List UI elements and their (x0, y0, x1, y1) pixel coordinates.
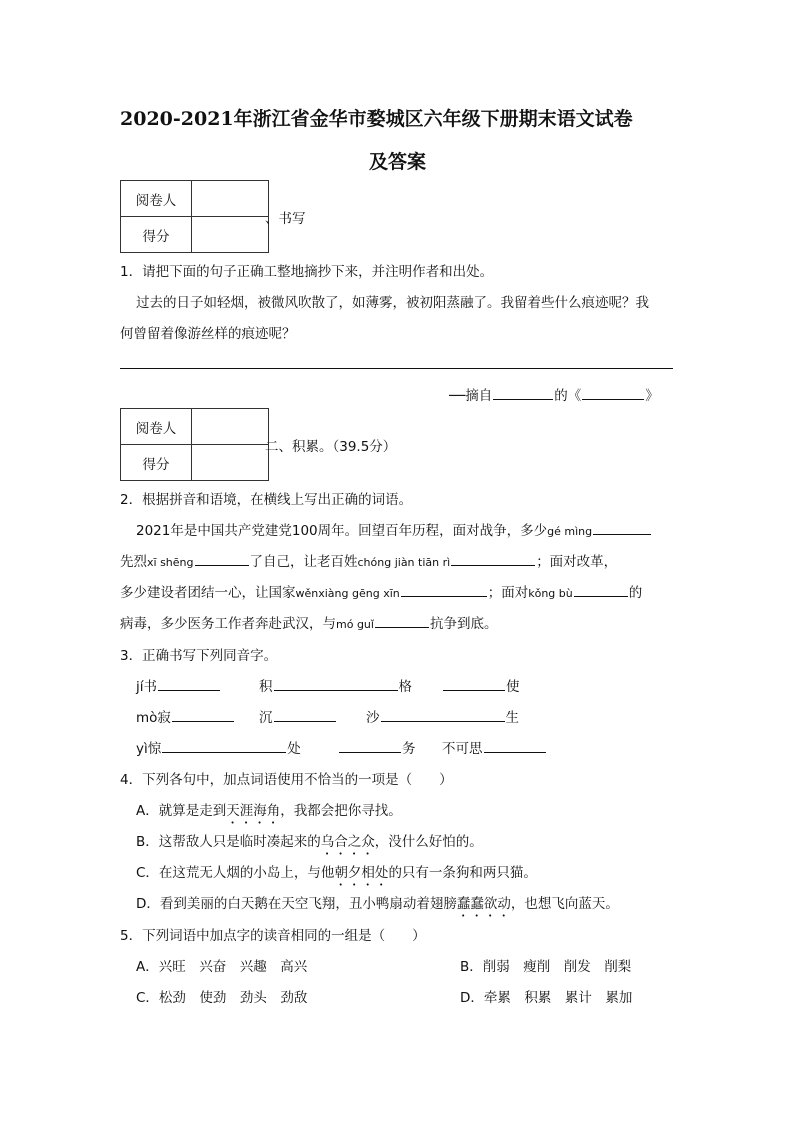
q5-option-b[interactable]: B．削弱 瘦削 削发 削梨 (460, 959, 632, 975)
q1-source-suffix: 》 (645, 388, 659, 404)
q2-prompt: 2．根据拼音和语境，在横线上写出正确的词语。 (120, 492, 413, 508)
q3-prompt: 3．正确书写下列同音字。 (120, 648, 278, 664)
q3-blank[interactable] (484, 738, 546, 753)
q2-text: 2021年是中国共产党建党100周年。回望百年历程，面对战争，多少 (136, 523, 548, 539)
score-label: 得分 (121, 445, 192, 481)
q4-prompt: 4．下列各句中，加点词语使用不恰当的一项是（ ） (120, 772, 453, 788)
q3-r1-a (136, 675, 221, 695)
q3-r3-a (136, 737, 301, 757)
q2-pinyin-mogui: mó guǐ (336, 618, 374, 631)
q3-blank[interactable] (162, 738, 286, 753)
q2-text: 多少建设者团结一心，让国家 (120, 585, 296, 601)
q2-blank-geming[interactable] (593, 520, 651, 535)
q2-text: 了自己，让老百姓 (249, 554, 358, 570)
q1-source-line (449, 384, 659, 404)
q5-option-a[interactable]: A．兴旺 兴奋 兴趣 高兴 (136, 959, 308, 975)
score-label: 得分 (121, 217, 192, 253)
q3-text: 格 (398, 679, 412, 695)
q3-text: 沉 (259, 710, 273, 726)
q1-source-prefix: ──摘自 (449, 388, 493, 404)
q1-passage-line-1: 过去的日子如轻烟，被微风吹散了，如薄雾，被初阳蒸融了。我留着些什么痕迹呢？我 (136, 295, 649, 311)
page-title-line-1: 2020-2021年浙江省金华市婺城区六年级下册期末语文试卷 (120, 108, 633, 130)
q1-prompt: 1．请把下面的句子正确工整地摘抄下来，并注明作者和出处。 (120, 264, 494, 280)
q4-option-c[interactable] (136, 861, 537, 889)
q4-text: 的只有一条狗和两只猫。 (388, 865, 537, 881)
q4-option-d[interactable] (136, 892, 619, 920)
q2-line-1 (136, 519, 652, 539)
q2-pinyin-kongbu: kǒng bù (528, 587, 573, 600)
q3-blank[interactable] (274, 676, 398, 691)
q3-r3-c (338, 737, 416, 757)
q4-dotted-word: 乌合之众 (320, 834, 375, 850)
q2-line-3 (120, 581, 642, 601)
q3-r2-a (136, 706, 235, 726)
q3-text: 沙 (366, 710, 380, 726)
section-1-heading: 、书写 (265, 211, 306, 227)
score-cell[interactable] (192, 445, 269, 481)
q2-line-2 (120, 550, 617, 570)
reviewer-label: 阅卷人 (121, 181, 192, 217)
q2-pinyin-geming: gé mìng (547, 525, 593, 538)
q2-text: ；面对改革， (536, 554, 618, 570)
q2-text: ；面对 (487, 585, 529, 601)
q3-text: 处 (287, 741, 301, 757)
q2-blank-kongbu[interactable] (574, 582, 628, 597)
q3-text: jí书 (136, 679, 158, 695)
q4-dotted-word: 朝夕相处 (334, 865, 389, 881)
q3-text: 务 (402, 741, 416, 757)
q2-text: 病毒，多少医务工作者奔赴武汉，与 (120, 616, 336, 632)
reviewer-cell[interactable] (192, 181, 269, 217)
q2-pinyin-wenxianggengxin: wěnxiàng gēng xīn (295, 587, 400, 600)
q1-source-mid: 的《 (554, 388, 582, 404)
section-2-heading: 二、积累。（39.5分） (265, 439, 397, 455)
q4-text: ，也想飞向蓝天。 (510, 896, 619, 912)
q2-text: 的 (628, 585, 643, 601)
q4-option-a[interactable] (136, 799, 402, 827)
q2-blank-mogui[interactable] (375, 613, 429, 628)
score-cell[interactable] (192, 217, 269, 253)
score-table-1 (120, 180, 269, 253)
q4-text: C．在这荒无人烟的小岛上，与他 (136, 865, 335, 881)
q1-copy-line[interactable] (120, 368, 673, 369)
q2-blank-xisheng[interactable] (195, 551, 249, 566)
q1-author-blank[interactable] (493, 385, 553, 400)
q4-text: ，没什么好怕的。 (374, 834, 483, 850)
q5-prompt: 5．下列词语中加点字的读音相同的一组是（ ） (120, 928, 426, 944)
q3-blank[interactable] (339, 738, 401, 753)
q3-text: 生 (505, 710, 519, 726)
q3-text: 不可思 (442, 741, 483, 757)
q4-text: A．就算是走到 (136, 803, 227, 819)
q2-text: 抗争到底。 (429, 616, 498, 632)
q3-r1-b (259, 675, 412, 695)
q2-blank-chongjiantianri[interactable] (451, 551, 535, 566)
q4-dotted-word: 天涯海角 (226, 803, 281, 819)
score-table-2 (120, 408, 269, 481)
q1-work-blank[interactable] (582, 385, 644, 400)
q2-blank-wenxianggengxin[interactable] (401, 582, 487, 597)
q3-text: 积 (259, 679, 273, 695)
q2-pinyin-xisheng: xī shēng (147, 556, 194, 569)
q3-text: 使 (506, 679, 520, 695)
q2-pinyin-chongjiantianri: chóng jiàn tiān rì (357, 556, 451, 569)
q3-blank[interactable] (158, 676, 220, 691)
q4-text: D．看到美丽的白天鹅在天空飞翔，丑小鸭扇动着翅膀 (136, 896, 457, 912)
q5-option-c[interactable]: C．松劲 使劲 劲头 劲敌 (136, 990, 308, 1006)
reviewer-cell[interactable] (192, 409, 269, 445)
reviewer-label: 阅卷人 (121, 409, 192, 445)
q4-text: B．这帮敌人只是临时凑起来的 (136, 834, 321, 850)
q3-blank[interactable] (381, 707, 505, 722)
q4-option-b[interactable] (136, 830, 483, 858)
q3-blank[interactable] (172, 707, 234, 722)
q3-blank[interactable] (274, 707, 336, 722)
q3-blank[interactable] (443, 676, 505, 691)
q3-text: mò寂 (136, 710, 171, 726)
q4-dotted-word: 蠢蠢欲动 (456, 896, 511, 912)
q3-r2-b (259, 706, 337, 726)
page-title-line-2: 及答案 (369, 151, 427, 173)
q3-text: yì惊 (136, 741, 162, 757)
q3-r3-d (442, 737, 547, 757)
q5-option-d[interactable]: D．牵累 积累 累计 累加 (460, 990, 633, 1006)
q2-text: 先烈 (120, 554, 147, 570)
q2-line-4 (120, 612, 497, 632)
q3-r1-d (442, 675, 520, 695)
q1-passage-line-2: 何曾留着像游丝样的痕迹呢？ (120, 326, 296, 342)
q4-text: ，我都会把你寻找。 (280, 803, 402, 819)
q3-r2-c (366, 706, 519, 726)
